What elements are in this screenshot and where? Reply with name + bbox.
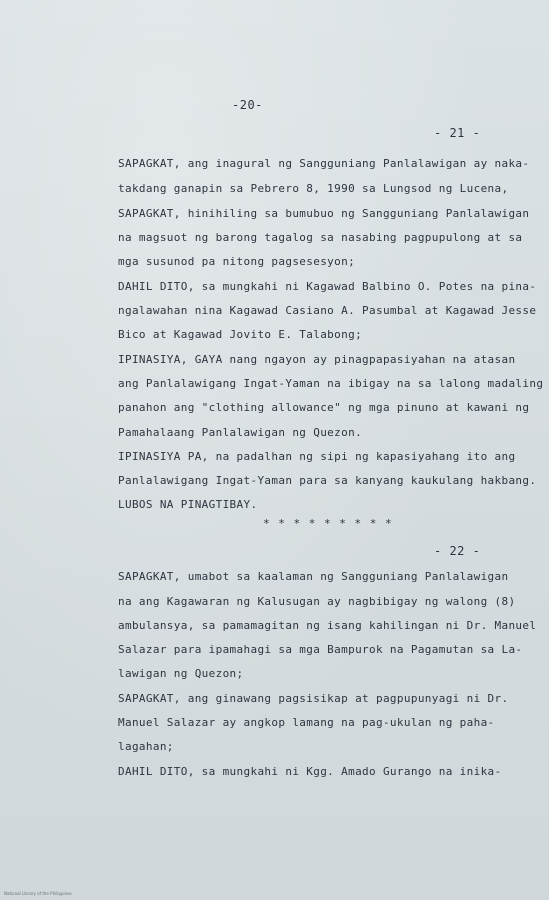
archive-footer: National Library of the Philippines <box>4 891 72 896</box>
text-line: ang Panlalawigang Ingat-Yaman na ibigay na sa lalong madaling <box>118 377 544 390</box>
section-number: - 21 - <box>434 126 481 140</box>
section-separator: * * * * * * * * * <box>263 517 393 530</box>
text-line: Pamahalaang Panlalawigan ng Quezon. <box>118 426 363 439</box>
text-line: lagahan; <box>118 740 174 753</box>
text-line: SAPAGKAT, hinihiling sa bumubuo ng Sangguniang Panlalawigan <box>118 207 530 220</box>
text-line: Panlalawigang Ingat-Yaman para sa kanyang kaukulang hakbang. <box>118 474 537 487</box>
text-line: panahon ang "clothing allowance" ng mga pinuno at kawani ng <box>118 401 530 414</box>
section-number: - 22 - <box>434 544 481 558</box>
text-line: SAPAGKAT, ang ginawang pagsisikap at pagpupunyagi ni Dr. <box>118 692 509 705</box>
text-line: IPINASIYA PA, na padalhan ng sipi ng kapasiyahang ito ang <box>118 450 516 463</box>
text-line: na ang Kagawaran ng Kalusugan ay nagbibigay ng walong (8) <box>118 595 516 608</box>
text-line: lawigan ng Quezon; <box>118 667 244 680</box>
text-line: IPINASIYA, GAYA nang ngayon ay pinagpapasiyahan na atasan <box>118 353 516 366</box>
text-line: Salazar para ipamahagi sa mga Bampurok na Pagamutan sa La- <box>118 643 523 656</box>
text-line: ngalawahan nina Kagawad Casiano A. Pasumbal at Kagawad Jesse <box>118 304 537 317</box>
text-line: mga susunod pa nitong pagsesesyon; <box>118 255 356 268</box>
text-line: na magsuot ng barong tagalog sa nasabing pagpupulong at sa <box>118 231 523 244</box>
text-line: LUBOS NA PINAGTIBAY. <box>118 498 258 511</box>
text-line: DAHIL DITO, sa mungkahi ni Kagawad Balbino O. Potes na pina- <box>118 280 537 293</box>
text-line: Manuel Salazar ay angkop lamang na pag-ukulan ng paha- <box>118 716 495 729</box>
page-number: -20- <box>232 98 263 112</box>
text-line: SAPAGKAT, ang inagural ng Sangguniang Panlalawigan ay naka- <box>118 157 530 170</box>
text-line: SAPAGKAT, umabot sa kaalaman ng Sangguniang Panlalawigan <box>118 570 509 583</box>
text-line: takdang ganapin sa Pebrero 8, 1990 sa Lungsod ng Lucena, <box>118 182 509 195</box>
text-line: ambulansya, sa pamamagitan ng isang kahilingan ni Dr. Manuel <box>118 619 537 632</box>
text-line: Bico at Kagawad Jovito E. Talabong; <box>118 328 363 341</box>
text-line: DAHIL DITO, sa mungkahi ni Kgg. Amado Gurango na inika- <box>118 765 502 778</box>
